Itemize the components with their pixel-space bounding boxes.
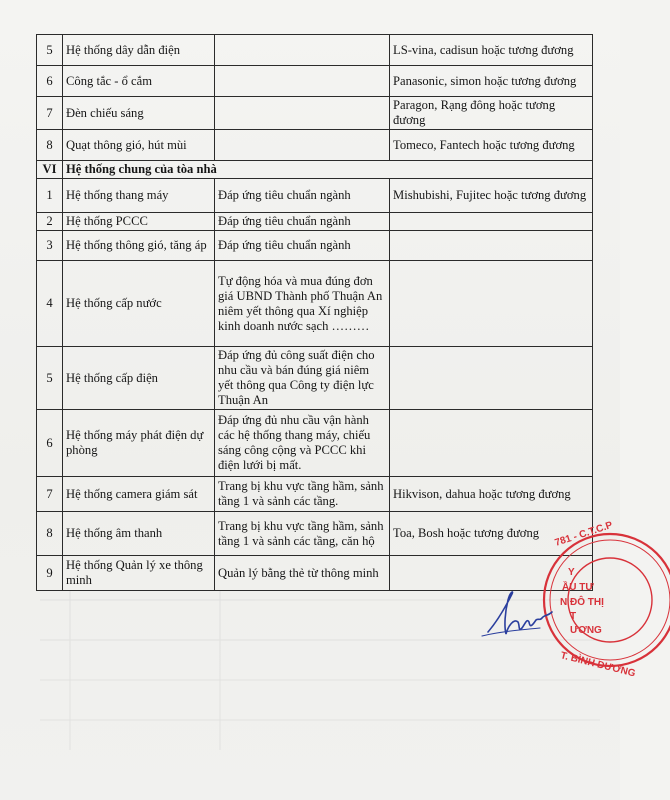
section-number: VI xyxy=(37,161,63,179)
seal-text: Y xyxy=(568,567,575,578)
item-name: Hệ thống âm thanh xyxy=(63,512,215,556)
item-brand: LS-vina, cadisun hoặc tương đương xyxy=(390,35,593,66)
table-row xyxy=(37,410,593,477)
row-number: 5 xyxy=(37,347,63,410)
item-name: Hệ thống thông gió, tăng áp xyxy=(63,231,215,261)
item-spec: Quản lý bằng thẻ từ thông minh xyxy=(215,556,390,591)
item-brand: Toa, Bosh hoặc tương đương xyxy=(390,512,593,556)
item-brand xyxy=(390,410,593,477)
item-spec: Đáp ứng tiêu chuẩn ngành xyxy=(215,179,390,213)
table-row xyxy=(37,213,593,231)
item-brand: Paragon, Rạng đông hoặc tương đương xyxy=(390,97,593,130)
table-row xyxy=(37,35,593,66)
row-number: 6 xyxy=(37,66,63,97)
item-brand xyxy=(390,347,593,410)
item-spec xyxy=(215,130,390,161)
specification-table xyxy=(36,34,593,591)
row-number: 2 xyxy=(37,213,63,231)
seal-text: N ĐÔ THỊ xyxy=(560,597,604,608)
item-name: Công tắc - ổ cắm xyxy=(63,66,215,97)
table-row xyxy=(37,130,593,161)
row-number: 9 xyxy=(37,556,63,591)
table-row xyxy=(37,231,593,261)
seal-text: ẦU TƯ xyxy=(562,582,594,593)
table-row xyxy=(37,66,593,97)
table-row xyxy=(37,179,593,213)
item-spec: Trang bị khu vực tầng hầm, sảnh tầng 1 và sảnh các tầng. xyxy=(215,477,390,512)
item-brand xyxy=(390,231,593,261)
row-number: 3 xyxy=(37,231,63,261)
item-name: Hệ thống dây dẫn điện xyxy=(63,35,215,66)
item-name: Hệ thống Quản lý xe thông minh xyxy=(63,556,215,591)
item-brand: Panasonic, simon hoặc tương đương xyxy=(390,66,593,97)
seal-text: ƯƠNG xyxy=(570,625,602,636)
item-brand: Mishubishi, Fujitec hoặc tương đương xyxy=(390,179,593,213)
item-spec: Đáp ứng đủ công suất điện cho nhu cầu và bán đúng giá niêm yết thông qua Công ty điện lực Thuận An xyxy=(215,347,390,410)
row-number: 7 xyxy=(37,477,63,512)
item-name: Hệ thống cấp nước xyxy=(63,261,215,347)
seal-text: T. BÌNH DƯƠNG xyxy=(559,650,637,680)
item-spec: Tự động hóa và mua đúng đơn giá UBND Thành phố Thuận An niêm yết thông qua Xí nghiệp kinh doanh nước sạch ……… xyxy=(215,261,390,347)
row-number: 1 xyxy=(37,179,63,213)
item-name: Hệ thống camera giám sát xyxy=(63,477,215,512)
item-name: Hệ thống PCCC xyxy=(63,213,215,231)
seal-text: 781 - C.T.C.P xyxy=(553,519,615,549)
item-brand: Tomeco, Fantech hoặc tương đương xyxy=(390,130,593,161)
item-brand xyxy=(390,261,593,347)
item-name: Hệ thống máy phát điện dự phòng xyxy=(63,410,215,477)
section-title: Hệ thống chung của tòa nhà xyxy=(63,161,593,179)
row-number: 8 xyxy=(37,512,63,556)
table-row xyxy=(37,556,593,591)
row-number: 4 xyxy=(37,261,63,347)
table-row xyxy=(37,512,593,556)
table-row xyxy=(37,97,593,130)
row-number: 6 xyxy=(37,410,63,477)
table-row xyxy=(37,477,593,512)
handwritten-signature xyxy=(478,588,558,644)
item-spec: Đáp ứng tiêu chuẩn ngành xyxy=(215,231,390,261)
row-number: 5 xyxy=(37,35,63,66)
item-brand xyxy=(390,213,593,231)
row-number: 8 xyxy=(37,130,63,161)
item-spec: Đáp ứng tiêu chuẩn ngành xyxy=(215,213,390,231)
company-seal-stamp xyxy=(540,512,670,682)
item-name: Đèn chiếu sáng xyxy=(63,97,215,130)
item-name: Hệ thống thang máy xyxy=(63,179,215,213)
item-name: Quạt thông gió, hút mùi xyxy=(63,130,215,161)
item-spec: Trang bị khu vực tầng hầm, sảnh tầng 1 và sảnh các tầng, căn hộ xyxy=(215,512,390,556)
item-spec xyxy=(215,97,390,130)
item-spec: Đáp ứng đủ nhu cầu vận hành các hệ thống thang máy, chiếu sáng công cộng và PCCC khi điện lưới bị mất. xyxy=(215,410,390,477)
seal-text: T xyxy=(570,611,577,622)
item-spec xyxy=(215,66,390,97)
section-header-row xyxy=(37,161,593,179)
item-name: Hệ thống cấp điện xyxy=(63,347,215,410)
table-row xyxy=(37,261,593,347)
item-brand: Hikvison, dahua hoặc tương đương xyxy=(390,477,593,512)
row-number: 7 xyxy=(37,97,63,130)
item-spec xyxy=(215,35,390,66)
table-row xyxy=(37,347,593,410)
